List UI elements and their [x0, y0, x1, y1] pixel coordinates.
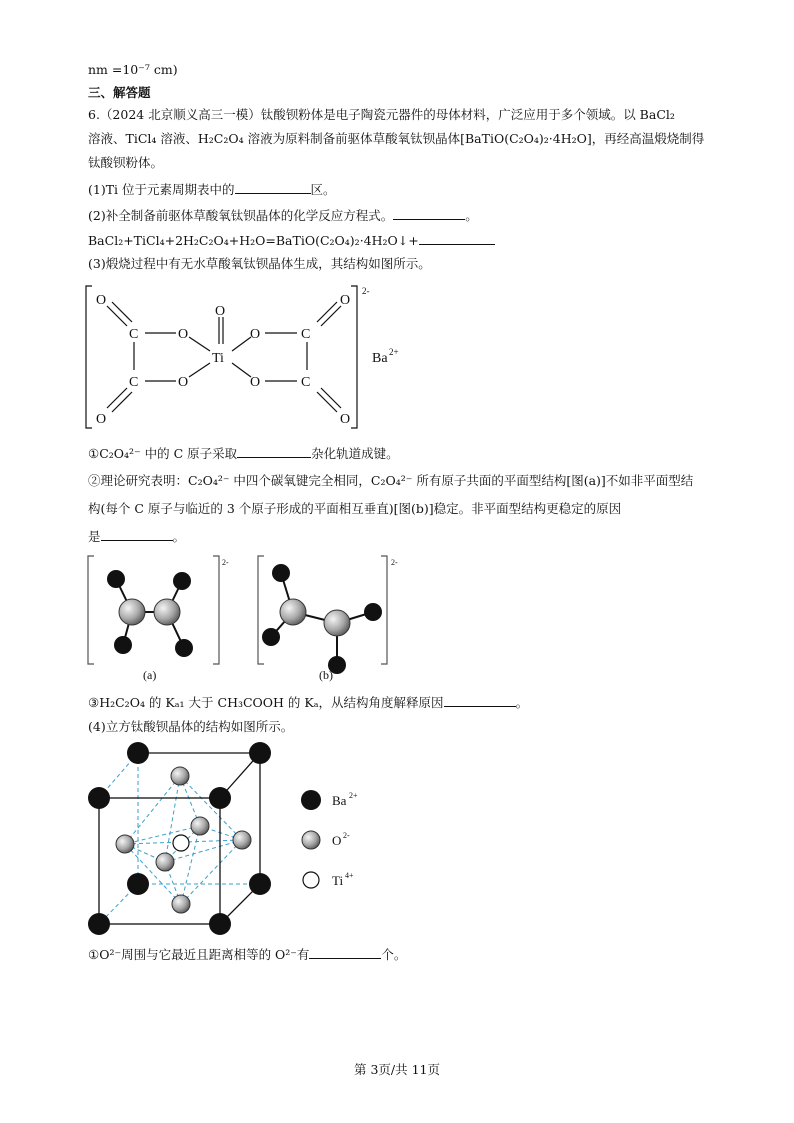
legend-ba-label: Ba	[332, 793, 347, 808]
o-atom	[116, 835, 134, 853]
atom-o: O	[178, 375, 189, 390]
answer-blank-4-1[interactable]	[309, 946, 381, 959]
ba-atom	[88, 913, 110, 935]
o-atom	[191, 817, 209, 835]
right-bracket	[351, 286, 357, 428]
label-a: (a)	[143, 668, 157, 682]
q6-intro-line-3: 钛酸钡粉体。	[88, 155, 164, 170]
q6-part-4-1-text: ①O²⁻周围与它最近且距离相等的 O²⁻有	[88, 947, 310, 962]
atom-c: C	[301, 327, 311, 342]
oxygen-atom	[364, 603, 382, 621]
atom-o: O	[250, 327, 261, 342]
section-title: 三、解答题	[88, 85, 151, 100]
ba-atom	[249, 742, 271, 764]
q6-part-3-1-suffix: 杂化轨道成键。	[311, 446, 399, 461]
q6-part-2-suffix: 。	[465, 208, 478, 223]
charge-b: 2-	[391, 558, 398, 567]
carbon-atom	[119, 599, 145, 625]
q6-part-1-suffix: 区。	[310, 182, 336, 197]
anion-charge: 2-	[362, 286, 370, 296]
grey-ball-icon	[302, 831, 320, 849]
ba-atom	[127, 873, 149, 895]
atom-c: C	[129, 375, 139, 390]
q6-part-1	[88, 181, 336, 198]
legend-ti-label: Ti	[332, 873, 344, 888]
o-atom	[171, 767, 189, 785]
answer-blank-3-2[interactable]	[101, 528, 173, 541]
q6-part-3-1	[88, 445, 399, 462]
answer-blank-2[interactable]	[393, 207, 465, 220]
ba-atom	[88, 787, 110, 809]
oxygen-atom	[107, 570, 125, 588]
carbon-atom	[324, 610, 350, 636]
batio3-unit-cell-figure	[85, 742, 385, 942]
ti-atom	[173, 835, 189, 851]
answer-blank-3-1[interactable]	[237, 445, 311, 458]
ba-atom	[249, 873, 271, 895]
oxygen-atom	[262, 628, 280, 646]
charge-a: 2-	[222, 558, 229, 567]
q6-part-4: (4)立方钛酸钡晶体的结构如图所示。	[88, 719, 294, 734]
left-bracket	[86, 286, 92, 428]
page-footer: 第 3页/共 11页	[353, 1062, 441, 1077]
o-atom	[233, 831, 251, 849]
q6-part-3-2-prefix: 是	[88, 529, 101, 544]
bracket-a-right	[213, 556, 219, 664]
q6-part-4-1	[88, 946, 406, 963]
atom-o: O	[215, 304, 226, 319]
black-ball-icon	[301, 790, 321, 810]
atom-o: O	[250, 375, 261, 390]
oxygen-atom	[173, 572, 191, 590]
q6-part-3-2-suffix: 。	[172, 529, 186, 544]
answer-blank-3-3[interactable]	[444, 694, 516, 707]
ba-atom	[209, 787, 231, 809]
equation-text: BaCl₂+TiCl₄+2H₂C₂O₄+H₂O=BaTiO(C₂O₄)₂·4H₂O↓+	[88, 233, 419, 248]
counter-ion-charge: 2+	[389, 347, 399, 357]
legend-ti-charge: 4+	[345, 871, 354, 880]
q6-part-3-1-text: ①C₂O₄²⁻ 中的 C 原子采取	[88, 446, 238, 461]
q6-part-3-2-line-2: 构(每个 C 原子与临近的 3 个原子形成的平面相互垂直)[图(b)]稳定。非平面型结构更稳定的原因	[88, 501, 622, 516]
label-b: (b)	[319, 668, 333, 682]
atom-o: O	[340, 293, 351, 308]
oxygen-atom	[272, 564, 290, 582]
bracket-b-left	[258, 556, 264, 664]
atom-c: C	[129, 327, 139, 342]
white-ball-icon	[303, 872, 319, 888]
reaction-equation	[88, 232, 495, 249]
oxygen-atom	[114, 636, 132, 654]
q6-part-3-3	[88, 694, 528, 711]
atom-ti: Ti	[212, 351, 224, 366]
ba-atom	[209, 913, 231, 935]
q6-part-3-2-line-3	[88, 528, 185, 545]
bracket-a-left	[88, 556, 94, 664]
answer-blank-equation[interactable]	[419, 232, 495, 245]
q6-part-3-3-suffix: 。	[515, 695, 529, 710]
legend-o-label: O	[332, 833, 342, 848]
atom-o: O	[340, 412, 351, 427]
atom-c: C	[301, 375, 311, 390]
q6-part-4-1-suffix: 个。	[381, 947, 407, 962]
q6-part-2	[88, 207, 478, 224]
oxalate-geometry-figures	[85, 552, 415, 684]
legend-ba-charge: 2+	[349, 791, 358, 800]
q6-part-1-text: (1)Ti 位于元素周期表中的	[88, 182, 235, 197]
q6-intro-line-1: 6.（2024 北京顺义高三一模）钛酸钡粉体是电子陶瓷元器件的母体材料，广泛应用于多个领域。以 BaCl₂	[88, 107, 675, 122]
q6-part-3-3-text: ③H₂C₂O₄ 的 Kₐ₁ 大于 CH₃COOH 的 Kₐ，从结构角度解释原因	[88, 695, 444, 710]
o-atom	[172, 895, 190, 913]
q6-part-3-2-line-1: ②理论研究表明：C₂O₄²⁻ 中四个碳氧键完全相同，C₂O₄²⁻ 所有原子共面的平面型结构[图(a)]不如非平面型结	[88, 473, 694, 488]
o-atom	[156, 853, 174, 871]
legend-o-charge: 2-	[343, 831, 350, 840]
carbon-atom	[154, 599, 180, 625]
atom-o: O	[178, 327, 189, 342]
oxalate-titanium-structure-figure	[85, 282, 415, 432]
q6-part-3: (3)煅烧过程中有无水草酸氧钛钡晶体生成，其结构如图所示。	[88, 256, 431, 271]
answer-blank-1[interactable]	[235, 181, 311, 194]
atom-o: O	[96, 412, 107, 427]
header-line: nm =10⁻⁷ cm)	[88, 62, 178, 77]
bracket-b-right	[381, 556, 387, 664]
q6-part-2-text: (2)补全制备前驱体草酸氧钛钡晶体的化学反应方程式。	[88, 208, 394, 223]
ba-atom	[127, 742, 149, 764]
counter-ion-ba: Ba	[372, 351, 388, 366]
oxygen-atom	[175, 639, 193, 657]
carbon-atom	[280, 599, 306, 625]
atom-o: O	[96, 293, 107, 308]
q6-intro-line-2: 溶液、TiCl₄ 溶液、H₂C₂O₄ 溶液为原料制备前驱体草酸氧钛钡晶体[BaTiO(C₂O₄)₂·4H₂O]，再经高温煅烧制得	[88, 131, 705, 146]
